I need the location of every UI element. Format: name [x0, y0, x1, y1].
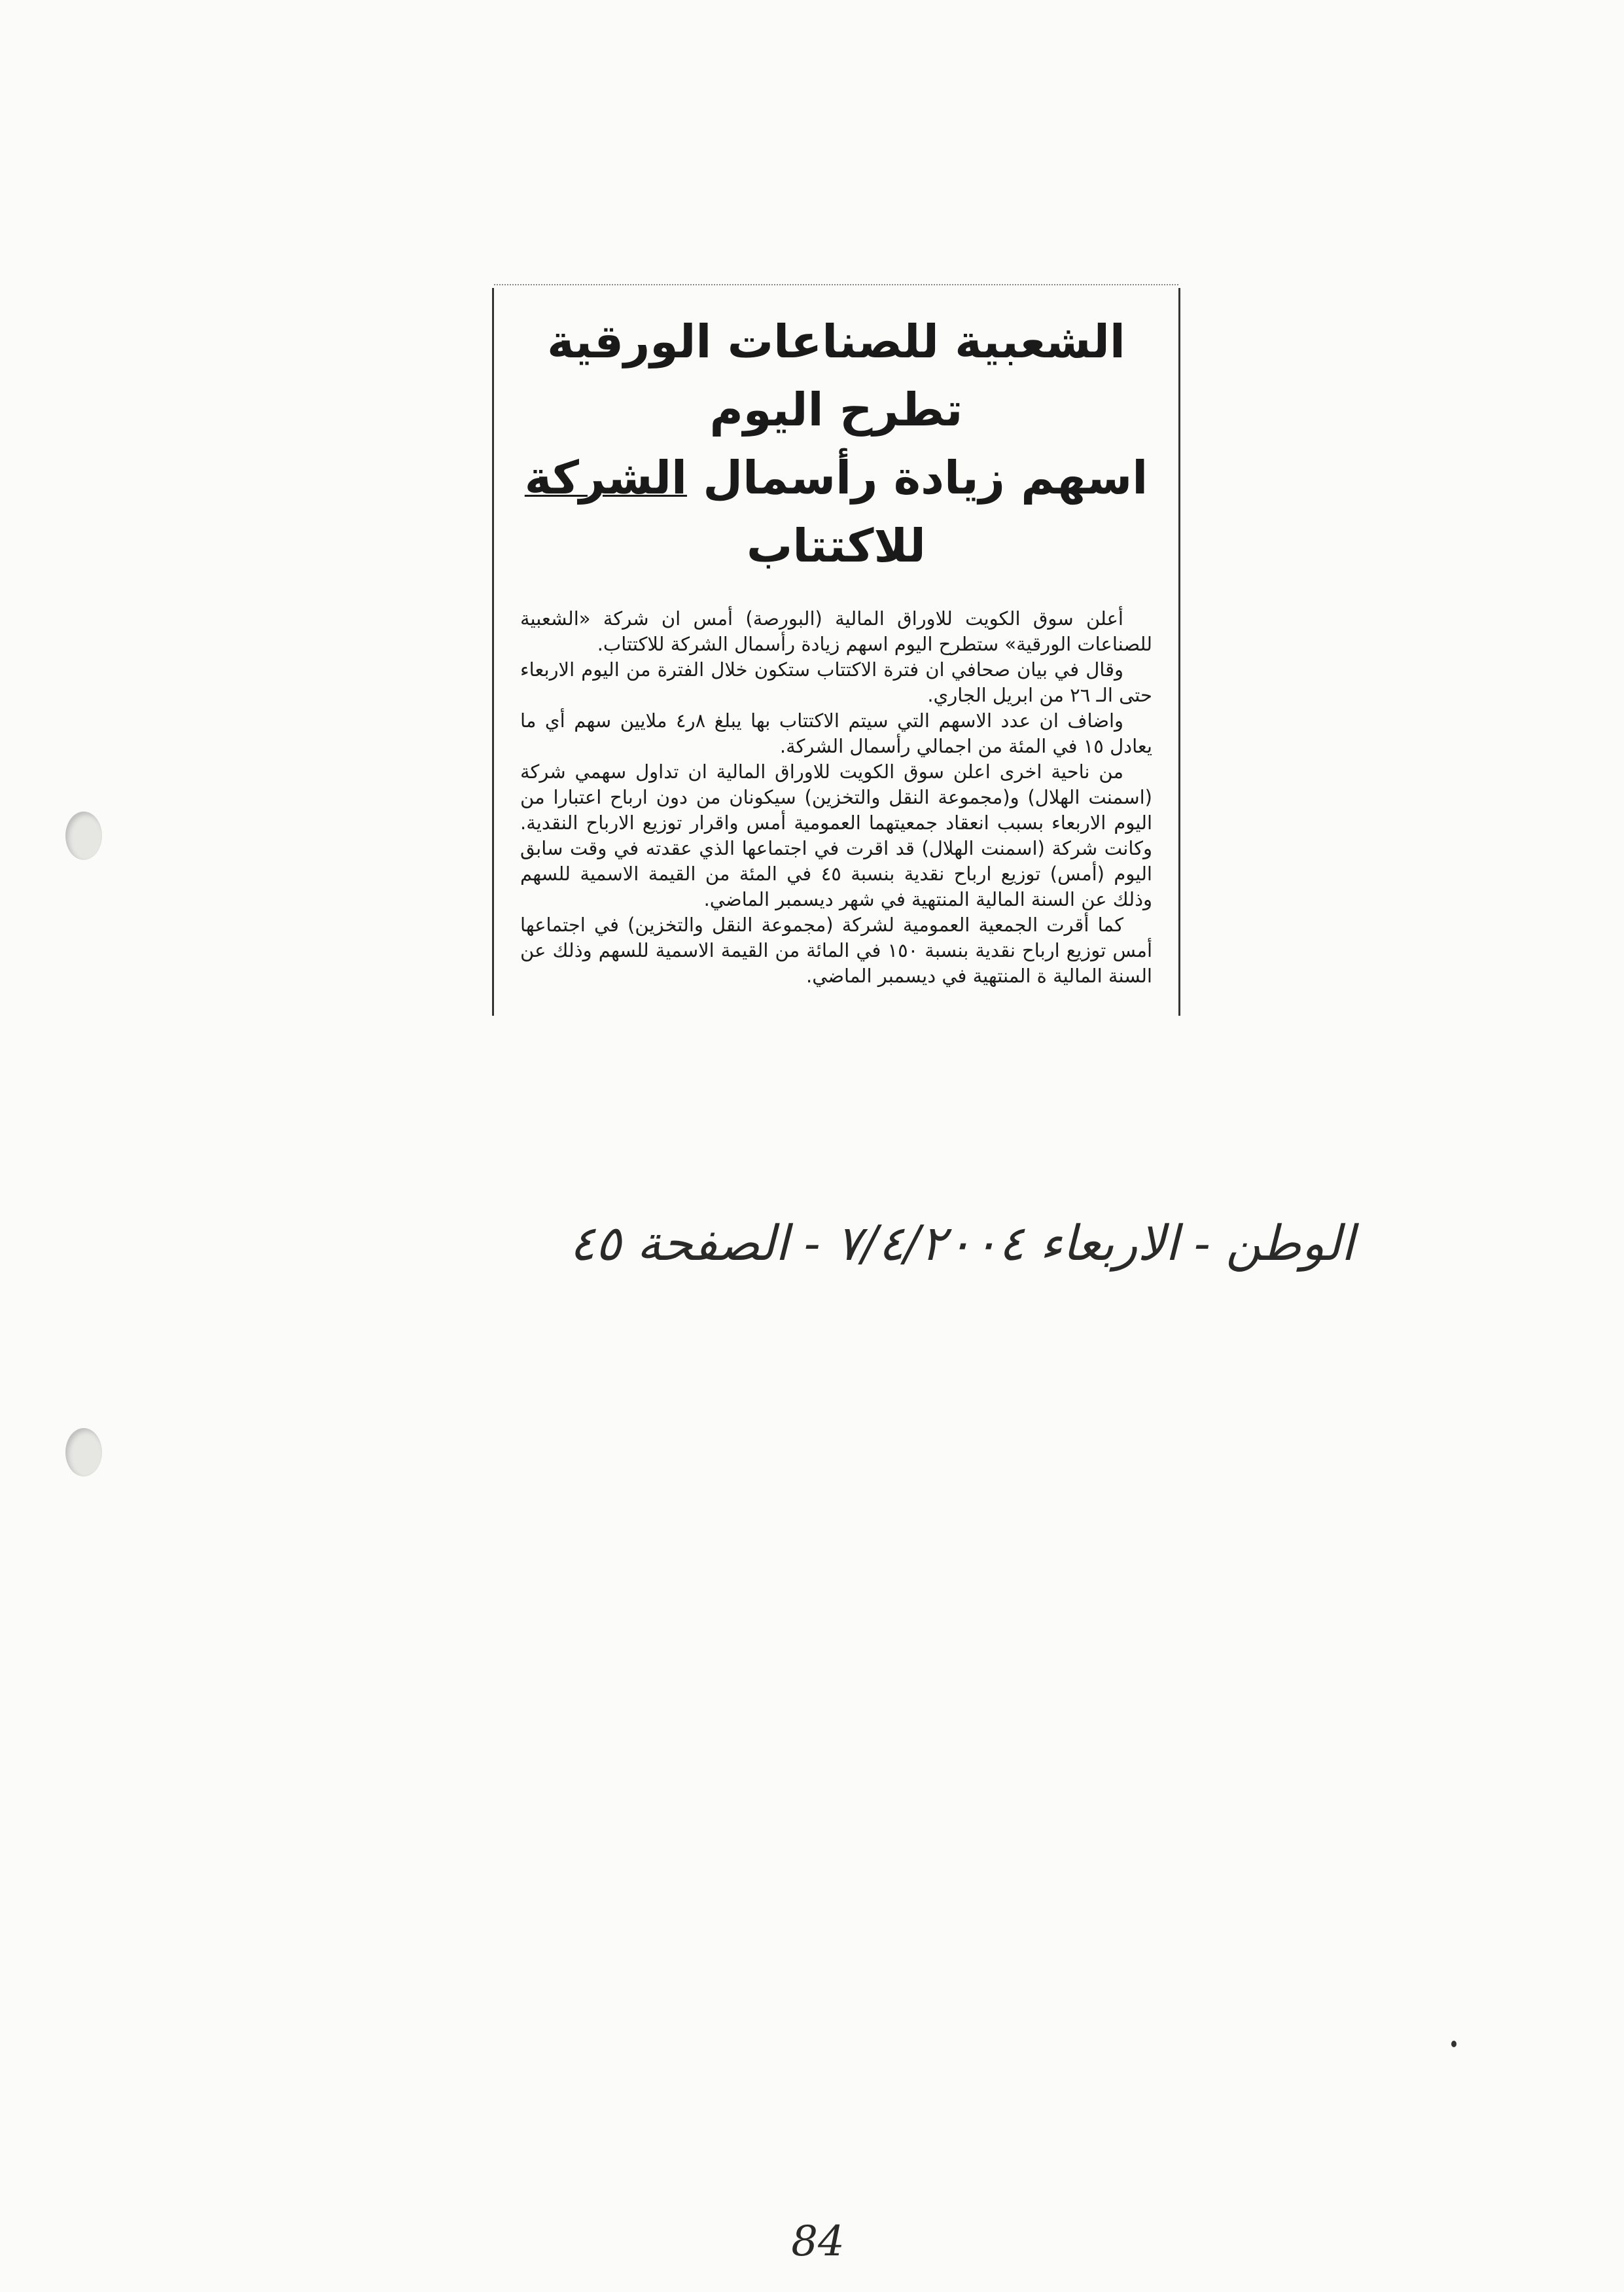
headline-line-1: الشعبية للصناعات الورقية تطرح اليوم — [547, 315, 1125, 437]
handwritten-source-note: الوطن - الاربعاء ٧/٤/٢٠٠٤ - الصفحة ٤٥ — [569, 1215, 1354, 1272]
paragraph-5: كما أقرت الجمعية العمومية لشركة (مجموعة النقل والتخزين) في اجتماعها أمس توزيع ارباح نقدية بنسبة ١٥٠ في المائة من القيمة الاسمية للسهم وذلك عن السنة المالية ة المنتهية في ديسمبر الماضي. — [520, 914, 1152, 987]
paragraph-3: واضاف ان عدد الاسهم التي سيتم الاكتتاب بها يبلغ ٨ر٤ ملايين سهم أي ما يعادل ١٥ في المئة من اجمالي رأسمال الشركة. — [520, 709, 1152, 757]
article-body — [520, 606, 1152, 989]
paragraph-1: أعلن سوق الكويت للاوراق المالية (البورصة) أمس ان شركة «الشعبية للصناعات الورقية» ستطرح اليوم اسهم زيادة رأسمال الشركة للاكتتاب. — [520, 607, 1152, 655]
headline-line-2c: للاكتتاب — [747, 519, 926, 573]
headline-line-2a: اسهم زيادة رأسمال — [686, 451, 1148, 505]
newspaper-clipping — [492, 288, 1180, 1016]
speck — [1451, 2041, 1456, 2047]
punch-hole-top — [65, 812, 102, 860]
page-number: 84 — [791, 2217, 845, 2266]
headline-line-2b: الشركة — [524, 451, 687, 505]
clipping-top-edge — [494, 284, 1178, 288]
paragraph-4: من ناحية اخرى اعلن سوق الكويت للاوراق المالية ان تداول سهمي شركة (اسمنت الهلال) و(مجموعة النقل والتخزين) سيكونان من دون ارباح اعتبارا من اليوم الاربعاء بسبب انعقاد جمعيتهما العمومية أمس واقرار توزيع الارباح النقدية. وكانت شركة (اسمنت الهلال) قد اقرت في اجتماعها الذي عقدته في وقت سابق اليوم (أمس) توزيع ارباح نقدية بنسبة ٤٥ في المئة من القيمة الاسمية للسهم وذلك عن السنة المالية المنتهية في شهر ديسمبر الماضي. — [520, 761, 1152, 910]
article-headline — [520, 308, 1152, 580]
punch-hole-bottom — [65, 1428, 102, 1477]
paragraph-2: وقال في بيان صحافي ان فترة الاكتتاب ستكون خلال الفترة من اليوم الاربعاء حتى الـ ٢٦ من ابريل الجاري. — [520, 658, 1152, 706]
